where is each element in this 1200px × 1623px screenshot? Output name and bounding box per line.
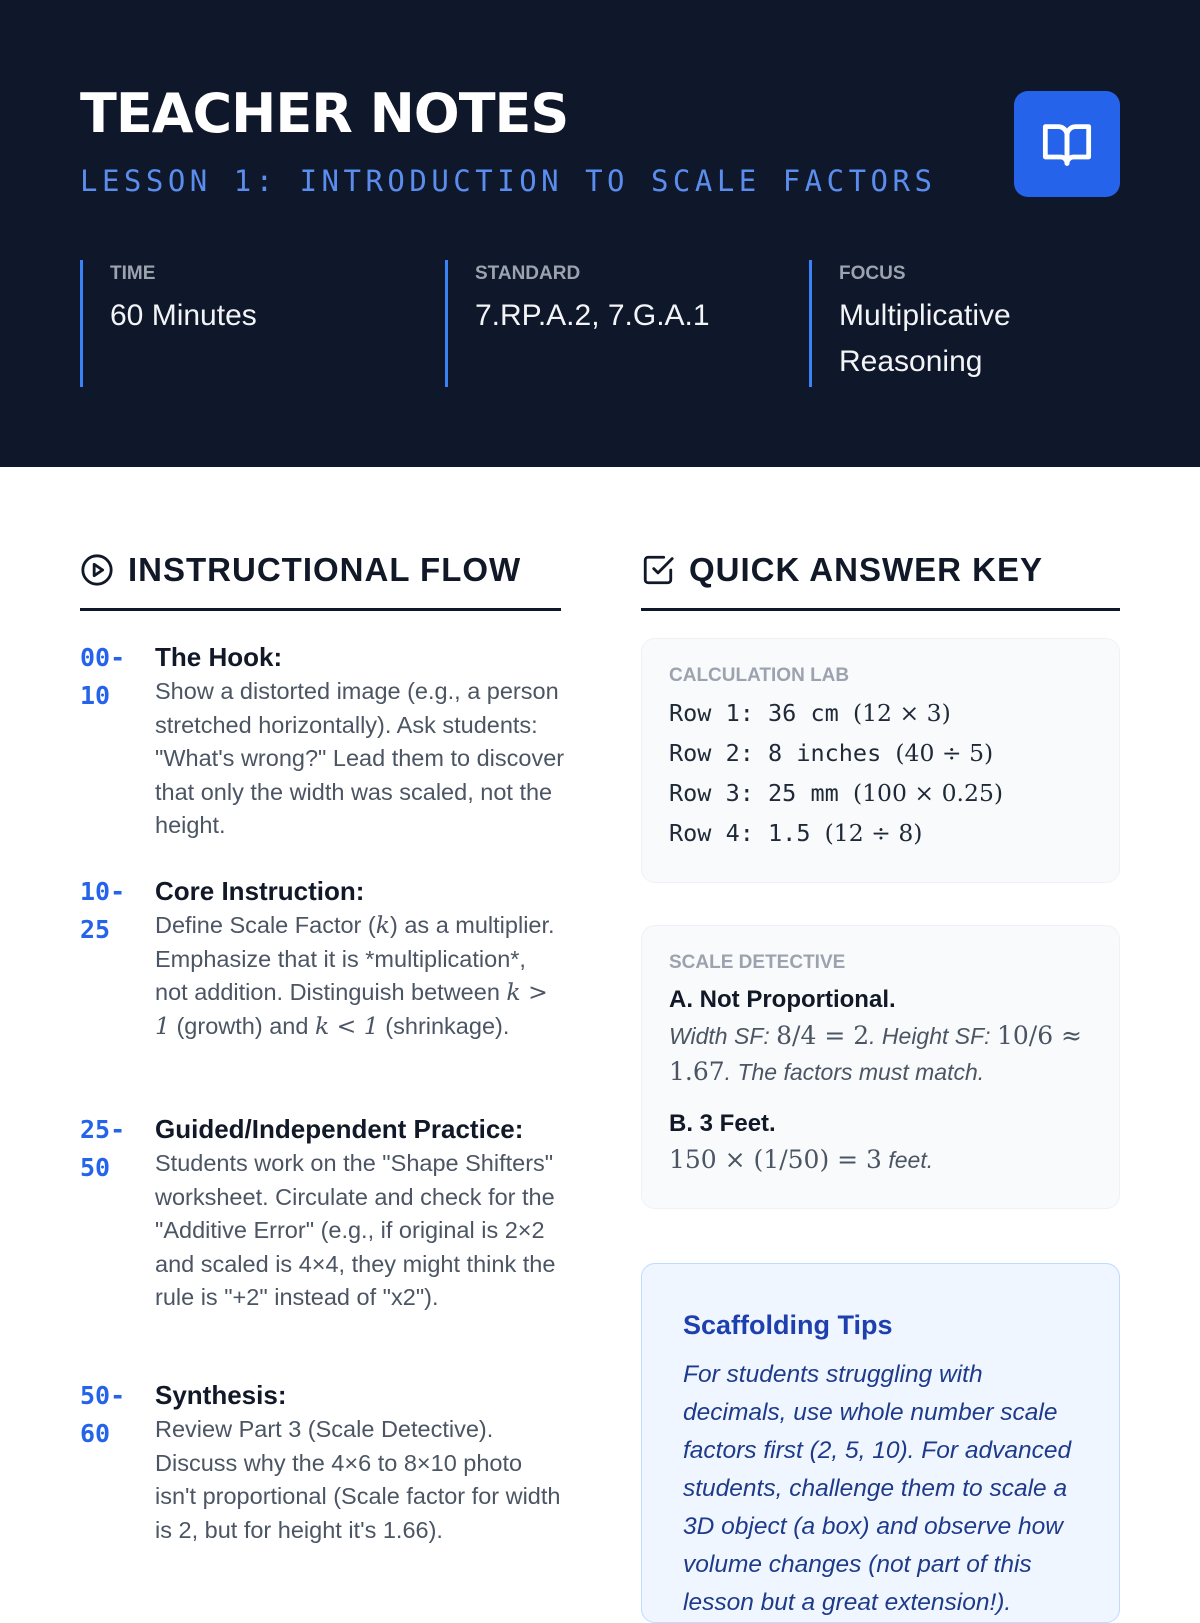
play-circle-icon [80, 553, 114, 587]
scale-detective-box [641, 925, 1120, 1209]
flow-title: Core Instruction: [155, 876, 365, 906]
notes-button[interactable] [1014, 91, 1120, 197]
flow-time: 10- 25 [80, 877, 126, 944]
tips-title: Scaffolding Tips [683, 1310, 893, 1340]
lesson-subtitle: LESSON 1: INTRODUCTION TO SCALE FACTORS [80, 164, 937, 198]
flow-title: The Hook: [155, 642, 283, 672]
header [0, 0, 1200, 467]
meta-label: STANDARD [475, 263, 581, 284]
tips-body: For students struggling with decimals, use whole number scale factors first (2, 5, 10). For advanced students, challenge them to scale a 3D object (a box) and observe how volume changes (not part of this lesson but a great extension!). [683, 1361, 1072, 1616]
calculation-lab-box [641, 638, 1120, 883]
flow-title: Guided/Independent Practice: [155, 1114, 524, 1144]
flow-time: 25- 50 [80, 1115, 126, 1182]
flow-title: Synthesis: [155, 1380, 287, 1410]
flow-time: 50- 60 [80, 1381, 126, 1448]
section-title: QUICK ANSWER KEY [689, 551, 1043, 588]
section-title: INSTRUCTIONAL FLOW [128, 551, 522, 588]
calc-row: Row 4: 1.5 (12 ÷ 8) [669, 819, 923, 847]
instructional-flow-heading [80, 547, 561, 611]
calc-row: Row 2: 8 inches (40 ÷ 5) [669, 739, 994, 767]
flow-desc: Students work on the "Shape Shifters" worksheet. Circulate and check for the "Additive Error" (e.g., if original is 2×2 and scaled is 4×4, they might think the rule is "+2" instead of "x2"). [155, 1150, 556, 1310]
meta-value: 60 Minutes [110, 299, 257, 332]
answer-key-heading [641, 547, 1120, 611]
flow-desc: Review Part 3 (Scale Detective). Discuss why the 4×6 to 8×10 photo isn't proportional (Scale factor for width is 2, but for height it's 1.66). [155, 1416, 561, 1543]
book-open-icon [1041, 118, 1093, 170]
meta-value: Multiplicative Reasoning [839, 299, 1011, 378]
answer-a-body: Width SF: 8/4 = 2. Height SF: 10/6 ≈ 1.67. The factors must match. [669, 1021, 1083, 1086]
flow-desc: Define Scale Factor (k) as a multiplier. Emphasize that it is *multiplication*, not addition. Distinguish between k > 1 (growth) and k < 1 (shrinkage). [155, 911, 555, 1040]
answer-a-title: A. Not Proportional. [669, 986, 896, 1013]
flow-desc: Show a distorted image (e.g., a person stretched horizontally). Ask students: "What's wrong?" Lead them to discover that only the width was scaled, not the height. [155, 678, 565, 838]
meta-time [80, 260, 400, 387]
checkbox-icon [641, 553, 675, 587]
box-label: CALCULATION LAB [669, 665, 850, 686]
flow-time: 00- 10 [80, 643, 126, 710]
meta-label: TIME [110, 263, 156, 284]
box-label: SCALE DETECTIVE [669, 952, 846, 973]
page-title: TEACHER NOTES [80, 82, 569, 145]
calc-row: Row 3: 25 mm (100 × 0.25) [669, 779, 1004, 807]
calc-row: Row 1: 36 cm (12 × 3) [669, 699, 951, 727]
meta-focus [809, 260, 1109, 387]
meta-label: FOCUS [839, 263, 906, 284]
meta-standard [445, 260, 765, 387]
meta-value: 7.RP.A.2, 7.G.A.1 [475, 299, 710, 332]
answer-b-body: 150 × (1/50) = 3 feet. [669, 1145, 934, 1174]
scaffolding-tips-box [641, 1263, 1120, 1623]
answer-b-title: B. 3 Feet. [669, 1110, 776, 1137]
